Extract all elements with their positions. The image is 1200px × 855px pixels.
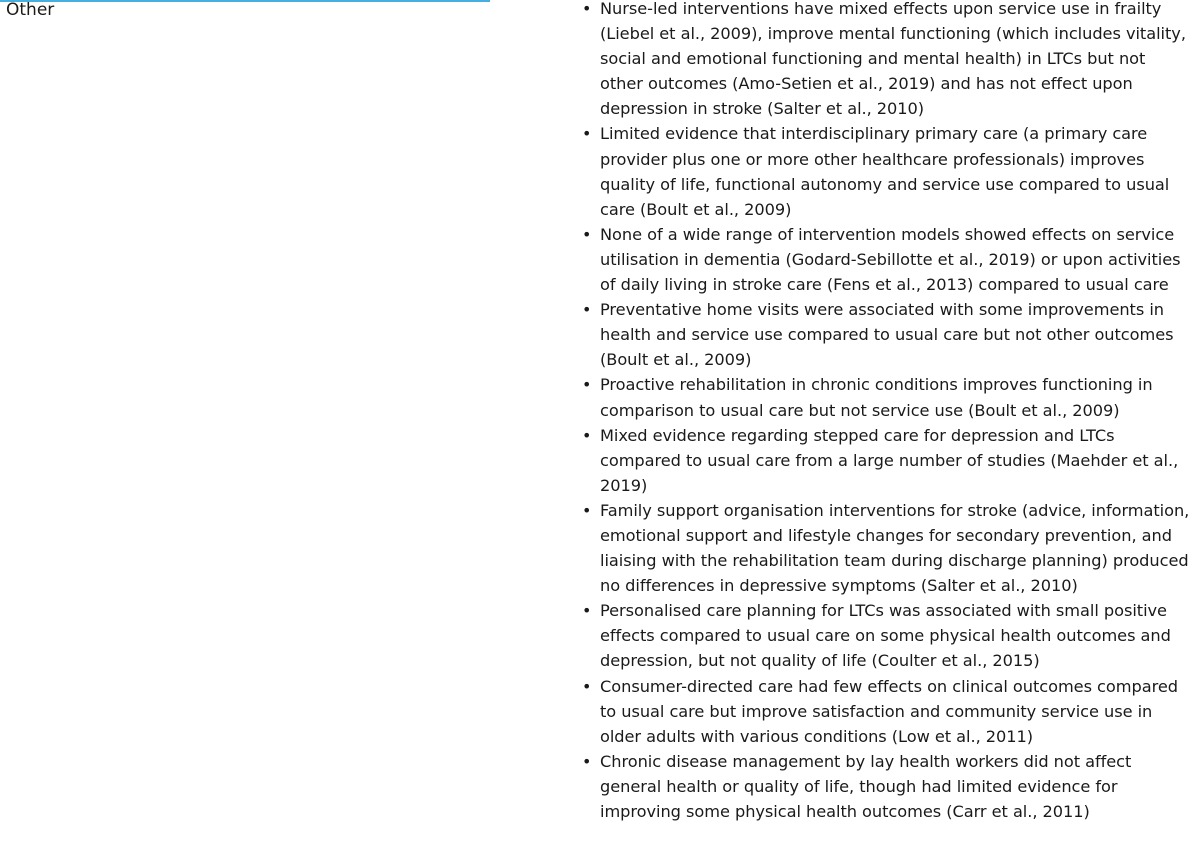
finding-text: Chronic disease management by lay health workers did not affect general health or quality of life, though had limited evidence for improving some physical health outcomes (Carr et al., 2011)	[600, 751, 1132, 821]
list-item	[580, 372, 1192, 422]
list-item	[580, 498, 1192, 598]
list-item	[580, 297, 1192, 372]
list-item	[580, 674, 1192, 749]
bullet-icon: •	[582, 425, 592, 445]
finding-text: Preventative home visits were associated with some improvements in health and service use compared to usual care but not other outcomes (Boult et al., 2009)	[600, 300, 1174, 370]
list-item	[580, 749, 1192, 824]
table-top-rule	[0, 0, 490, 2]
finding-text: Limited evidence that interdisciplinary primary care (a primary care provider plus one or more other healthcare professionals) improves quality of life, functional autonomy and service use compared to usual care (Boult et al., 2009)	[600, 124, 1170, 219]
bullet-icon: •	[582, 601, 592, 621]
findings-cell	[580, 0, 1192, 824]
finding-text: None of a wide range of intervention models showed effects on service utilisation in dementia (Godard-Sebillotte et al., 2019) or upon activities of daily living in stroke care (Fens et al., 2013) compared to usual care	[600, 224, 1181, 295]
findings-list	[580, 0, 1192, 824]
finding-text: Family support organisation interventions for stroke (advice, information, emotional support and lifestyle changes for secondary prevention, and liaising with the rehabilitation team during discharge planning) produced no differences in depressive symptoms (Salter et al., 2010)	[600, 500, 1190, 596]
list-item	[580, 423, 1192, 498]
bullet-icon: •	[582, 676, 592, 696]
finding-text: Nurse-led interventions have mixed effects upon service use in frailty (Liebel et al., 2009), improve mental functioning (which includes vitality, social and emotional functioning and mental health) in LTCs but not other outcomes (Amo-Setien et al., 2019) and has not effect upon depression in stroke (Salter et al., 2010)	[600, 0, 1186, 119]
bullet-icon: •	[582, 751, 592, 771]
bullet-icon: •	[582, 224, 592, 244]
finding-text: Mixed evidence regarding stepped care for depression and LTCs compared to usual care from a large number of studies (Maehder et al., 2019)	[600, 425, 1179, 495]
row-label: Other	[6, 0, 55, 20]
list-item	[580, 0, 1192, 121]
bullet-icon: •	[582, 124, 592, 144]
bullet-icon: •	[582, 500, 592, 520]
list-item	[580, 121, 1192, 221]
bullet-icon: •	[582, 0, 592, 18]
bullet-icon: •	[582, 300, 592, 320]
list-item	[580, 598, 1192, 673]
finding-text: Personalised care planning for LTCs was associated with small positive effects compared to usual care on some physical health outcomes and depression, but not quality of life (Coulter et al., 2015)	[600, 601, 1171, 671]
list-item	[580, 222, 1192, 297]
bullet-icon: •	[582, 375, 592, 395]
finding-text: Consumer-directed care had few effects on clinical outcomes compared to usual care but improve satisfaction and community service use in older adults with various conditions (Low et al., 2011)	[600, 676, 1178, 746]
finding-text: Proactive rehabilitation in chronic conditions improves functioning in comparison to usual care but not service use (Boult et al., 2009)	[600, 375, 1153, 420]
